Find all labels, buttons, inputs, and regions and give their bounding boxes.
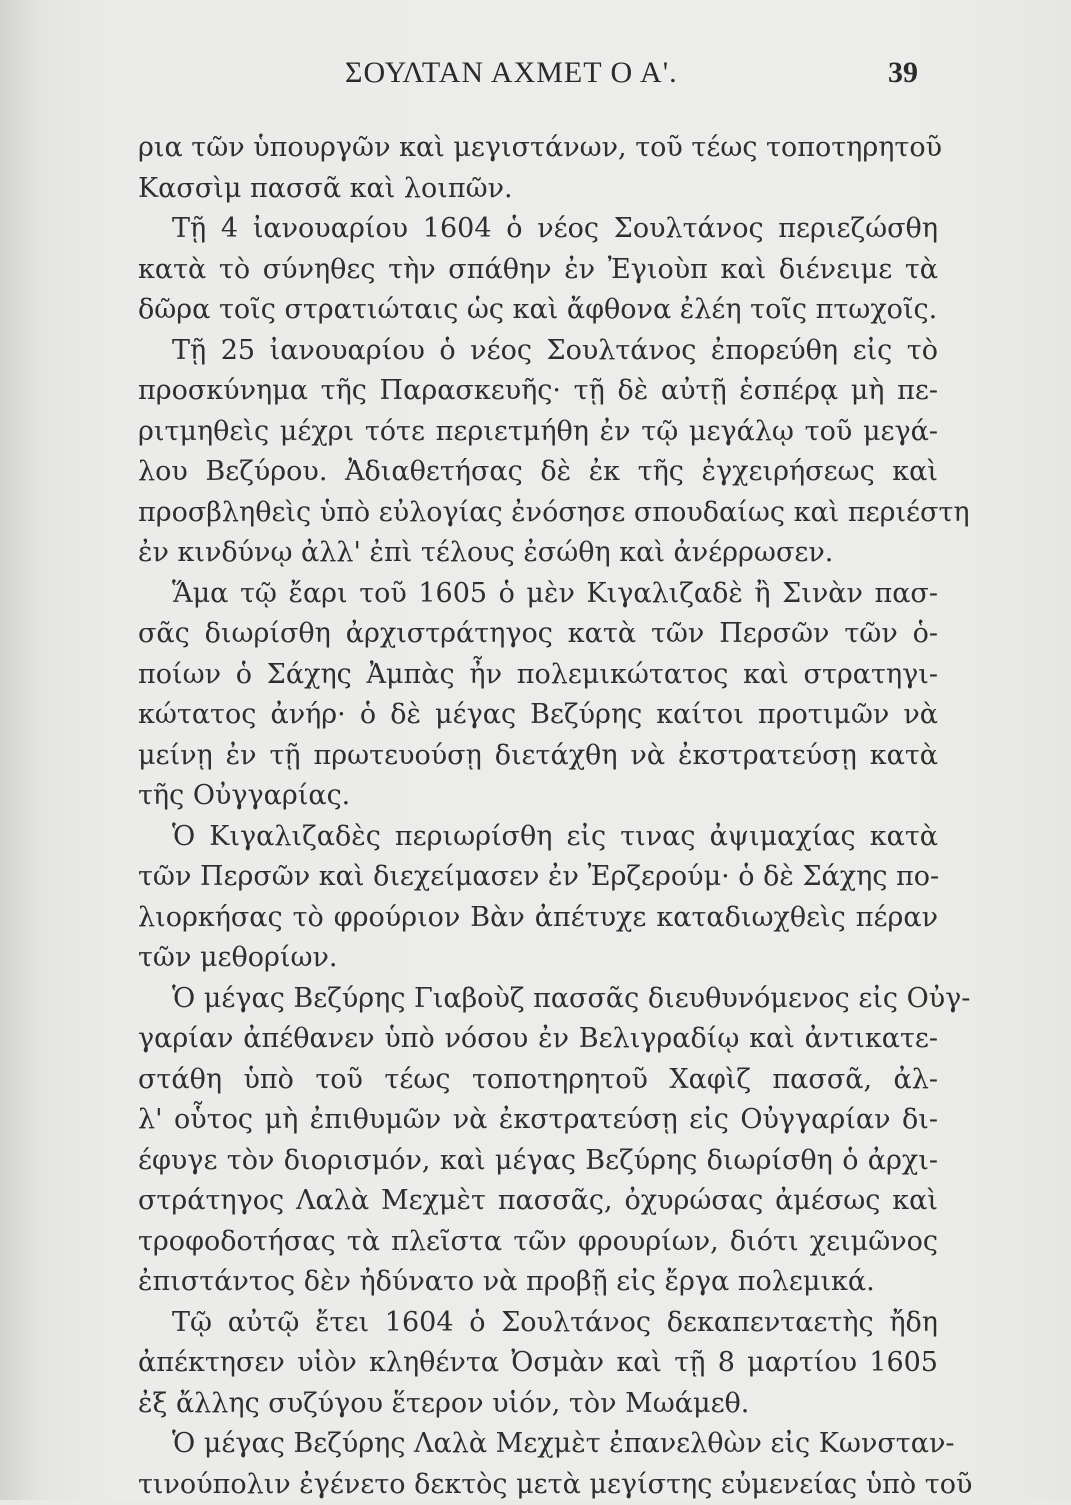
text-line: τῶν μεθορίων. (138, 938, 938, 979)
text-line: μείνῃ ἐν τῇ πρωτευούσῃ διετάχθη νὰ ἐκστρατεύσῃ κατὰ (138, 736, 938, 777)
page-header (0, 56, 1071, 96)
text-line: ρια τῶν ὑπουργῶν καὶ μεγιστάνων, τοῦ τέως τοποτηρητοῦ (138, 128, 938, 169)
text-line: γαρίαν ἀπέθανεν ὑπὸ νόσου ἐν Βελιγραδίῳ καὶ ἀντικατε- (138, 1019, 938, 1060)
text-line: δῶρα τοῖς στρατιώταις ὡς καὶ ἄφθονα ἐλέη τοῖς πτωχοῖς. (138, 290, 938, 331)
text-line: Ὁ μέγας Βεζύρης Λαλὰ Μεχμὲτ ἐπανελθὼν εἰς Κωνσταν- (138, 1424, 938, 1465)
text-line: προσβληθεὶς ὑπὸ εὐλογίας ἐνόσησε σπουδαίως καὶ περιέστη (138, 493, 938, 534)
text-line: τινούπολιν ἐγένετο δεκτὸς μετὰ μεγίστης εὐμενείας ὑπὸ τοῦ (138, 1465, 938, 1505)
text-line: τῶν Περσῶν καὶ διεχείμασεν ἐν Ἐρζερούμ· ὁ δὲ Σάχης πο- (138, 857, 938, 898)
text-line: κώτατος ἀνήρ· ὁ δὲ μέγας Βεζύρης καίτοι προτιμῶν νὰ (138, 695, 938, 736)
text-line: Ἅμα τῷ ἔαρι τοῦ 1605 ὁ μὲν Κιγαλιζαδὲ ἢ Σινὰν πασ- (138, 574, 938, 615)
text-line: έφυγε τὸν διορισμόν, καὶ μέγας Βεζύρης διωρίσθη ὁ ἀρχι- (138, 1141, 938, 1182)
body-text (138, 128, 938, 1505)
page-number: 39 (888, 56, 918, 90)
text-line: ριτμηθεὶς μέχρι τότε περιετμήθη ἐν τῷ μεγάλῳ τοῦ μεγά- (138, 412, 938, 453)
text-line: ἀπέκτησεν υἱὸν κληθέντα Ὀσμὰν καὶ τῇ 8 μαρτίου 1605 (138, 1343, 938, 1384)
text-line: τῆς Οὐγγαρίας. (138, 776, 938, 817)
text-line: στάθη ὑπὸ τοῦ τέως τοποτηρητοῦ Χαφὶζ πασσᾶ, ἀλ- (138, 1060, 938, 1101)
text-line: ποίων ὁ Σάχης Ἀμπὰς ἦν πολεμικώτατος καὶ στρατηγι- (138, 655, 938, 696)
text-line: προσκύνημα τῆς Παρασκευῆς· τῇ δὲ αὐτῇ ἑσπέρᾳ μὴ πε- (138, 371, 938, 412)
text-line: Ὁ Κιγαλιζαδὲς περιωρίσθη εἰς τινας ἀψιμαχίας κατὰ (138, 817, 938, 858)
text-line: ἐπιστάντος δὲν ἠδύνατο νὰ προβῇ εἰς ἔργα πολεμικά. (138, 1262, 938, 1303)
text-line: λ' οὗτος μὴ ἐπιθυμῶν νὰ ἐκστρατεύσῃ εἰς Οὐγγαρίαν δι- (138, 1100, 938, 1141)
text-line: σᾶς διωρίσθη ἀρχιστράτηγος κατὰ τῶν Περσῶν τῶν ὁ- (138, 614, 938, 655)
text-line: Τῇ 4 ἰανουαρίου 1604 ὁ νέος Σουλτάνος περιεζώσθη (138, 209, 938, 250)
text-line: κατὰ τὸ σύνηθες τὴν σπάθην ἐν Ἐγιοὺπ καὶ διένειμε τὰ (138, 250, 938, 291)
running-title: ΣΟΥΛΤΑΝ ΑΧΜΕΤ Ο Α'. (345, 56, 678, 90)
text-line: τροφοδοτήσας τὰ πλεῖστα τῶν φρουρίων, διότι χειμῶνος (138, 1222, 938, 1263)
text-line: Τῇ 25 ἰανουαρίου ὁ νέος Σουλτάνος ἐπορεύθη εἰς τὸ (138, 331, 938, 372)
text-line: Τῷ αὐτῷ ἔτει 1604 ὁ Σουλτάνος δεκαπενταετὴς ἤδη (138, 1303, 938, 1344)
text-line: στράτηγος Λαλὰ Μεχμὲτ πασσᾶς, ὀχυρώσας ἀμέσως καὶ (138, 1181, 938, 1222)
text-line: ἐν κινδύνῳ ἀλλ' ἐπὶ τέλους ἐσώθη καὶ ἀνέρρωσεν. (138, 533, 938, 574)
text-line: λου Βεζύρου. Ἀδιαθετήσας δὲ ἐκ τῆς ἐγχειρήσεως καὶ (138, 452, 938, 493)
text-line: λιορκήσας τὸ φρούριον Βὰν ἀπέτυχε καταδιωχθεὶς πέραν (138, 898, 938, 939)
text-line: ἐξ ἄλλης συζύγου ἕτερον υἱόν, τὸν Μωάμεθ. (138, 1384, 938, 1425)
text-line: Ὁ μέγας Βεζύρης Γιαβοὺζ πασσᾶς διευθυνόμενος εἰς Οὐγ- (138, 979, 938, 1020)
text-line: Κασσὶμ πασσᾶ καὶ λοιπῶν. (138, 169, 938, 210)
